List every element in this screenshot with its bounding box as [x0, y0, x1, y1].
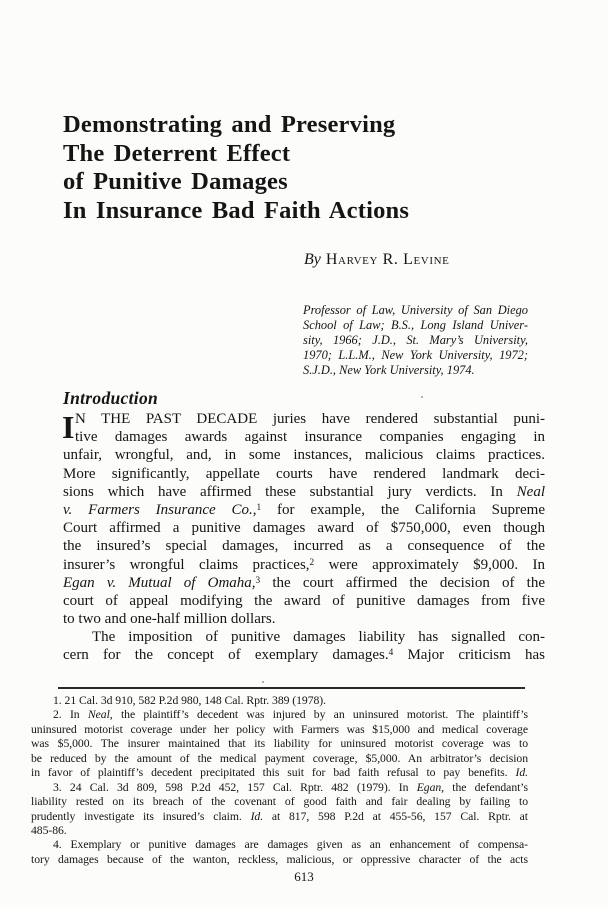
scan-speck [262, 681, 264, 683]
body-text-line: tive damages awards against insurance companies engaging in [75, 429, 545, 446]
affiliation-line: 1970; L.L.M., New York University, 1972; [303, 347, 528, 362]
drop-cap: I [62, 409, 75, 445]
body-text-line: the insured’s special damages, incurred as a consequence of the [63, 538, 545, 555]
footnote-reference: 4 [388, 648, 394, 659]
article-title-line: of Punitive Damages [63, 168, 288, 196]
affiliation-line: S.J.D., New York University, 1974. [303, 362, 475, 377]
body-text [63, 410, 545, 665]
footnote-line: prudently investigate its insured’s claim. Id. at 817, 598 P.2d at 455-56, 157 Cal. Rptr. at [31, 809, 528, 823]
body-text-line: sions which have affirmed these substantial jury verdicts. In Neal [63, 483, 545, 500]
body-text-line: cern for the concept of exemplary damages.$^4$ Major criticism has [63, 647, 545, 664]
affiliation-line: Professor of Law, University of San Diego [303, 303, 528, 317]
footnote-reference: 1 [256, 502, 262, 513]
body-text-line: Egan v. Mutual of Omaha,$^3$ the court affirmed the decision of the [63, 574, 545, 591]
body-text-line: to two and one-half million dollars. [63, 611, 276, 628]
scan-speck [421, 396, 423, 398]
body-text-line: The imposition of punitive damages liability has signalled con- [92, 629, 545, 646]
footnote-rule [58, 687, 525, 689]
footnote-line: 4. Exemplary or punitive damages are damages given as an enhancement of compensa- [53, 838, 528, 852]
article-title-line: The Deterrent Effect [63, 139, 291, 167]
body-text-line: v. Farmers Insurance Co.,$^1$ for example, the California Supreme [63, 501, 545, 518]
affiliation-line: School of Law; B.S., Long Island Univer- [303, 317, 528, 332]
body-text-line: Court affirmed a punitive damages award of $750,000, even though [63, 520, 545, 537]
footnote-reference: 3 [255, 575, 261, 586]
page-number: 613 [294, 869, 314, 884]
footnote-reference: 2 [309, 557, 315, 568]
body-text-line: More significantly, appellate courts have rendered landmark deci- [63, 465, 545, 482]
footnote-line: 1. 21 Cal. 3d 910, 582 P.2d 980, 148 Cal. Rptr. 389 (1978). [53, 694, 327, 707]
article-title-line: In Insurance Bad Faith Actions [63, 197, 410, 225]
byline [304, 251, 449, 269]
body-text-line: court of appeal modifying the award of punitive damages from five [63, 592, 545, 609]
footnote-line: 3. 24 Cal. 3d 809, 598 P.2d 452, 157 Cal. Rptr. 482 (1979). In Egan, the defendant’s [53, 780, 528, 794]
footnotes [31, 694, 528, 867]
footnote-line: tory damages because of the wanton, reckless, malicious, or oppressive character of the acts [31, 852, 528, 866]
article-title-line: Demonstrating and Preserving [63, 111, 396, 138]
footnote-line: 485-86. [31, 823, 67, 837]
affiliation-line: sity, 1966; J.D., St. Mary’s University, [303, 332, 528, 347]
body-text-line: insurer’s wrongful claims practices,$^2$ were approximately $9,000. In [63, 556, 545, 573]
body-text-line: N THE PAST DECADE juries have rendered substantial puni- [75, 411, 545, 427]
article-title [63, 111, 409, 226]
body-text-line: unfair, wrongful, and, in some instances, malicious claims practices. [63, 447, 545, 464]
footnote-line: be reduced by the amount of the medical payment coverage, $5,000. An arbitrator’s decision [31, 751, 528, 765]
author-name: Harvey R. Levine [325, 251, 450, 268]
footnote-line: liability rested on its breach of the covenant of good faith and fair dealing by failing to [31, 795, 528, 809]
byline-prefix: By [304, 251, 321, 268]
footnote-line: 2. In Neal, the plaintiff’s decedent was injured by an uninsured motorist. The plaintiff’s [53, 708, 528, 722]
footnote-line: in favor of plaintiff’s decedent precipitated this suit for bad faith refusal to pay benefits. Id. [31, 766, 528, 780]
author-affiliation [303, 303, 528, 378]
footnote-line: uninsured motorist coverage under her policy with Farmers was $15,000 and medical coverage [31, 722, 528, 736]
footnote-line: was $5,000. The insurer maintained that its liability for uninsured motorist coverage was to [31, 737, 528, 751]
section-heading-introduction: Introduction [63, 388, 159, 408]
